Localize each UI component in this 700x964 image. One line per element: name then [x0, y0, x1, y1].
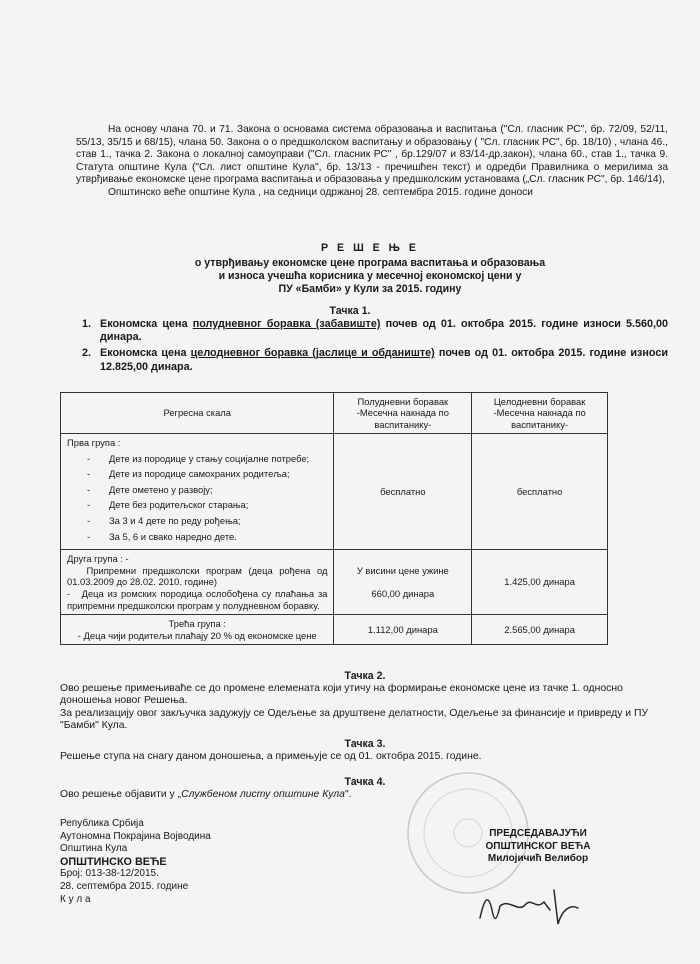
item-text-post: почев од 01. октобра 2015. године износи 5.560,00 динара. — [100, 318, 668, 344]
signatory-name: Милојичић Велибор — [487, 853, 589, 865]
document-number: Број: 013-38-12/2015. — [60, 868, 159, 880]
group-2-full-day: 1.425,00 динара — [472, 550, 608, 615]
title-main: Р Е Ш Е Њ Е — [321, 242, 419, 254]
group-1-list — [67, 453, 327, 543]
header-full-day: Целодневни боравак -Месечна накнада по васпитанику- — [472, 393, 608, 434]
tacka-1-heading: Тачка 1. — [329, 305, 371, 317]
price-item-half-day — [82, 318, 668, 344]
regression-scale-table — [60, 392, 608, 645]
item-text-underlined: целодневног боравка (јаслице и обданиште) — [190, 347, 435, 360]
table-row-group-1 — [61, 434, 608, 550]
header-half-day: Полудневни боравак -Месечна накнада по васпитанику- — [334, 393, 472, 434]
group-1-full-day: бесплатно — [472, 434, 608, 550]
title-line-3: ПУ «Бамби» у Кули за 2015. годину — [278, 283, 462, 295]
tacka-3-paragraph: Решење ступа на снагу даном доношења, а примењује се од 01. октобра 2015. године. — [60, 750, 482, 762]
list-item: - За 5, 6 и свако наредно дете. — [101, 531, 327, 543]
tacka-2-paragraph-2: За реализацију овог закључка задужују се Одељење за друштвене делатности, Одељење за финансије и привреду и ПУ "Бамби" Кула. — [60, 707, 649, 732]
issuer-municipality: Општина Кула — [60, 843, 128, 855]
item-text-underlined: полудневног боравка (забавиште) — [192, 318, 381, 330]
header-scale: Регресна скала — [61, 393, 334, 434]
group-3-title: Трећа група : — [168, 618, 226, 630]
item-text-pre: Економска цена — [100, 318, 193, 330]
tacka-4-text-italic: Службеном листу општине Кула — [181, 788, 345, 800]
item-number: 1. — [82, 318, 92, 330]
issuer-council: ОПШТИНСКО ВЕЋЕ — [60, 855, 167, 868]
price-item-full-day — [82, 347, 668, 373]
group-3-half-day: 1.112,00 динара — [334, 615, 472, 645]
group-1-title: Прва група : — [67, 437, 121, 448]
list-item: - Дете без родитељског старања; — [101, 499, 327, 511]
document-place: К у л а — [60, 893, 91, 905]
table-header-row — [61, 393, 608, 434]
title-line-1: о утврђивању економске цене програма васпитања и образовања — [194, 257, 546, 269]
item-number: 2. — [82, 347, 92, 360]
list-item: - Дете из породице самохраних родитеља; — [101, 468, 327, 480]
price-items — [82, 318, 668, 377]
tacka-2-section — [60, 670, 670, 733]
group-2-half-day-note: У висини цене ужине — [356, 564, 449, 576]
group-3-item: - Деца чији родитељи плаћају 20 % од економске цене — [77, 629, 317, 641]
tacka-3-heading: Тачка 3. — [344, 738, 386, 750]
group-3-full-day: 2.565,00 динара — [472, 615, 608, 645]
table-row-group-3 — [61, 615, 608, 645]
issuer-province: Аутономна Покрајина Војводина — [60, 830, 211, 842]
title-line-2: и износа учешћа корисника у месечној економској цени у — [218, 270, 522, 282]
tacka-3-section — [60, 738, 670, 763]
tacka-4-section — [60, 776, 670, 801]
signatory-title-1: ПРЕДСЕДАВАЈУЋИ — [489, 828, 587, 839]
group-1-half-day: бесплатно — [334, 434, 472, 550]
preamble-declaration: Општинско веће општине Кула , на седници одржаној 28. септембра 2015. године доноси — [108, 186, 533, 198]
preamble-basis: На основу члана 70. и 71. Закона о основама система образовања и васпитања ("Сл. гласник РС", бр. 72/09, 52/11, 55/13, 35/15 и 68/15), члана 50. Закона о о предшколском васпитању и образовању ( "Сл. гласник РС", бр. 18/10) , члана 46., став 1., тачка 2. Закона о локалној самоуправи ("Сл. гласник РС" , бр.129/07 и 83/14-др.закон), члана 60., став 1., тачка 9. Статута општине Кула ("Сл. лист општине Кула", бр. 13/13 - пречишћен текст) и одредби Правилника о мерилима за утврђивање економске цене програма васпитања и образовања у предшколским установама („Сл. гласник РС", бр. 146/14), — [76, 124, 668, 186]
signatory-title-2: ОПШТИНСКОГ ВЕЋА — [485, 840, 591, 852]
group-2-item-1: Припремни предшколски програм (деца рођена од 01.03.2009 до 28.02. 2010. године) — [67, 564, 328, 588]
tacka-2-paragraph-1: Ово решење примењиваће се до промене елемената који утичу на формирање економске цене из тачке 1. односно доношења новог Решења. — [60, 682, 623, 707]
item-text-pre: Економска цена — [100, 347, 191, 360]
signatory-block — [468, 828, 608, 866]
group-2-title: Друга група : - — [67, 553, 129, 565]
issuer-block — [60, 818, 211, 906]
list-item: - Дете из породице у стању социјалне потребе; — [101, 453, 327, 465]
tacka-4-heading: Тачка 4. — [344, 776, 386, 788]
decision-title — [150, 242, 590, 296]
group-2-item-2: Деца из ромских породица ослобођена су плаћања за припремни предшколски програм у полудневном боравку. — [67, 587, 328, 611]
list-item: - Дете ометено у развоју; — [101, 484, 327, 496]
tacka-4-text-pre: Ово решење објавити у „ — [60, 788, 182, 800]
item-text-post: почев од 01. октобра 2015. године износи 12.825,00 динара. — [100, 347, 668, 373]
handwritten-signature-icon — [470, 880, 590, 930]
issuer-country: Република Србија — [60, 818, 144, 829]
tacka-4-text-post: ". — [344, 788, 352, 800]
tacka-2-heading: Тачка 2. — [344, 670, 386, 682]
table-row-group-2: Друга група : - Припремни предшколски програм (деца рођена од 01.03.2009 до 28.02. 2010. године) - Деца из ромских породица ослобођена су плаћања за припремни предшколски програм у полудневном боравку. У висини цене ужине 660,00 динара 1.425,00 динара — [61, 550, 608, 615]
group-2-half-day-amount: 660,00 динара — [371, 588, 435, 600]
list-item: - За 3 и 4 дете по реду рођења; — [101, 515, 327, 527]
document-date: 28. септембра 2015. године — [60, 880, 189, 892]
preamble — [76, 124, 668, 200]
